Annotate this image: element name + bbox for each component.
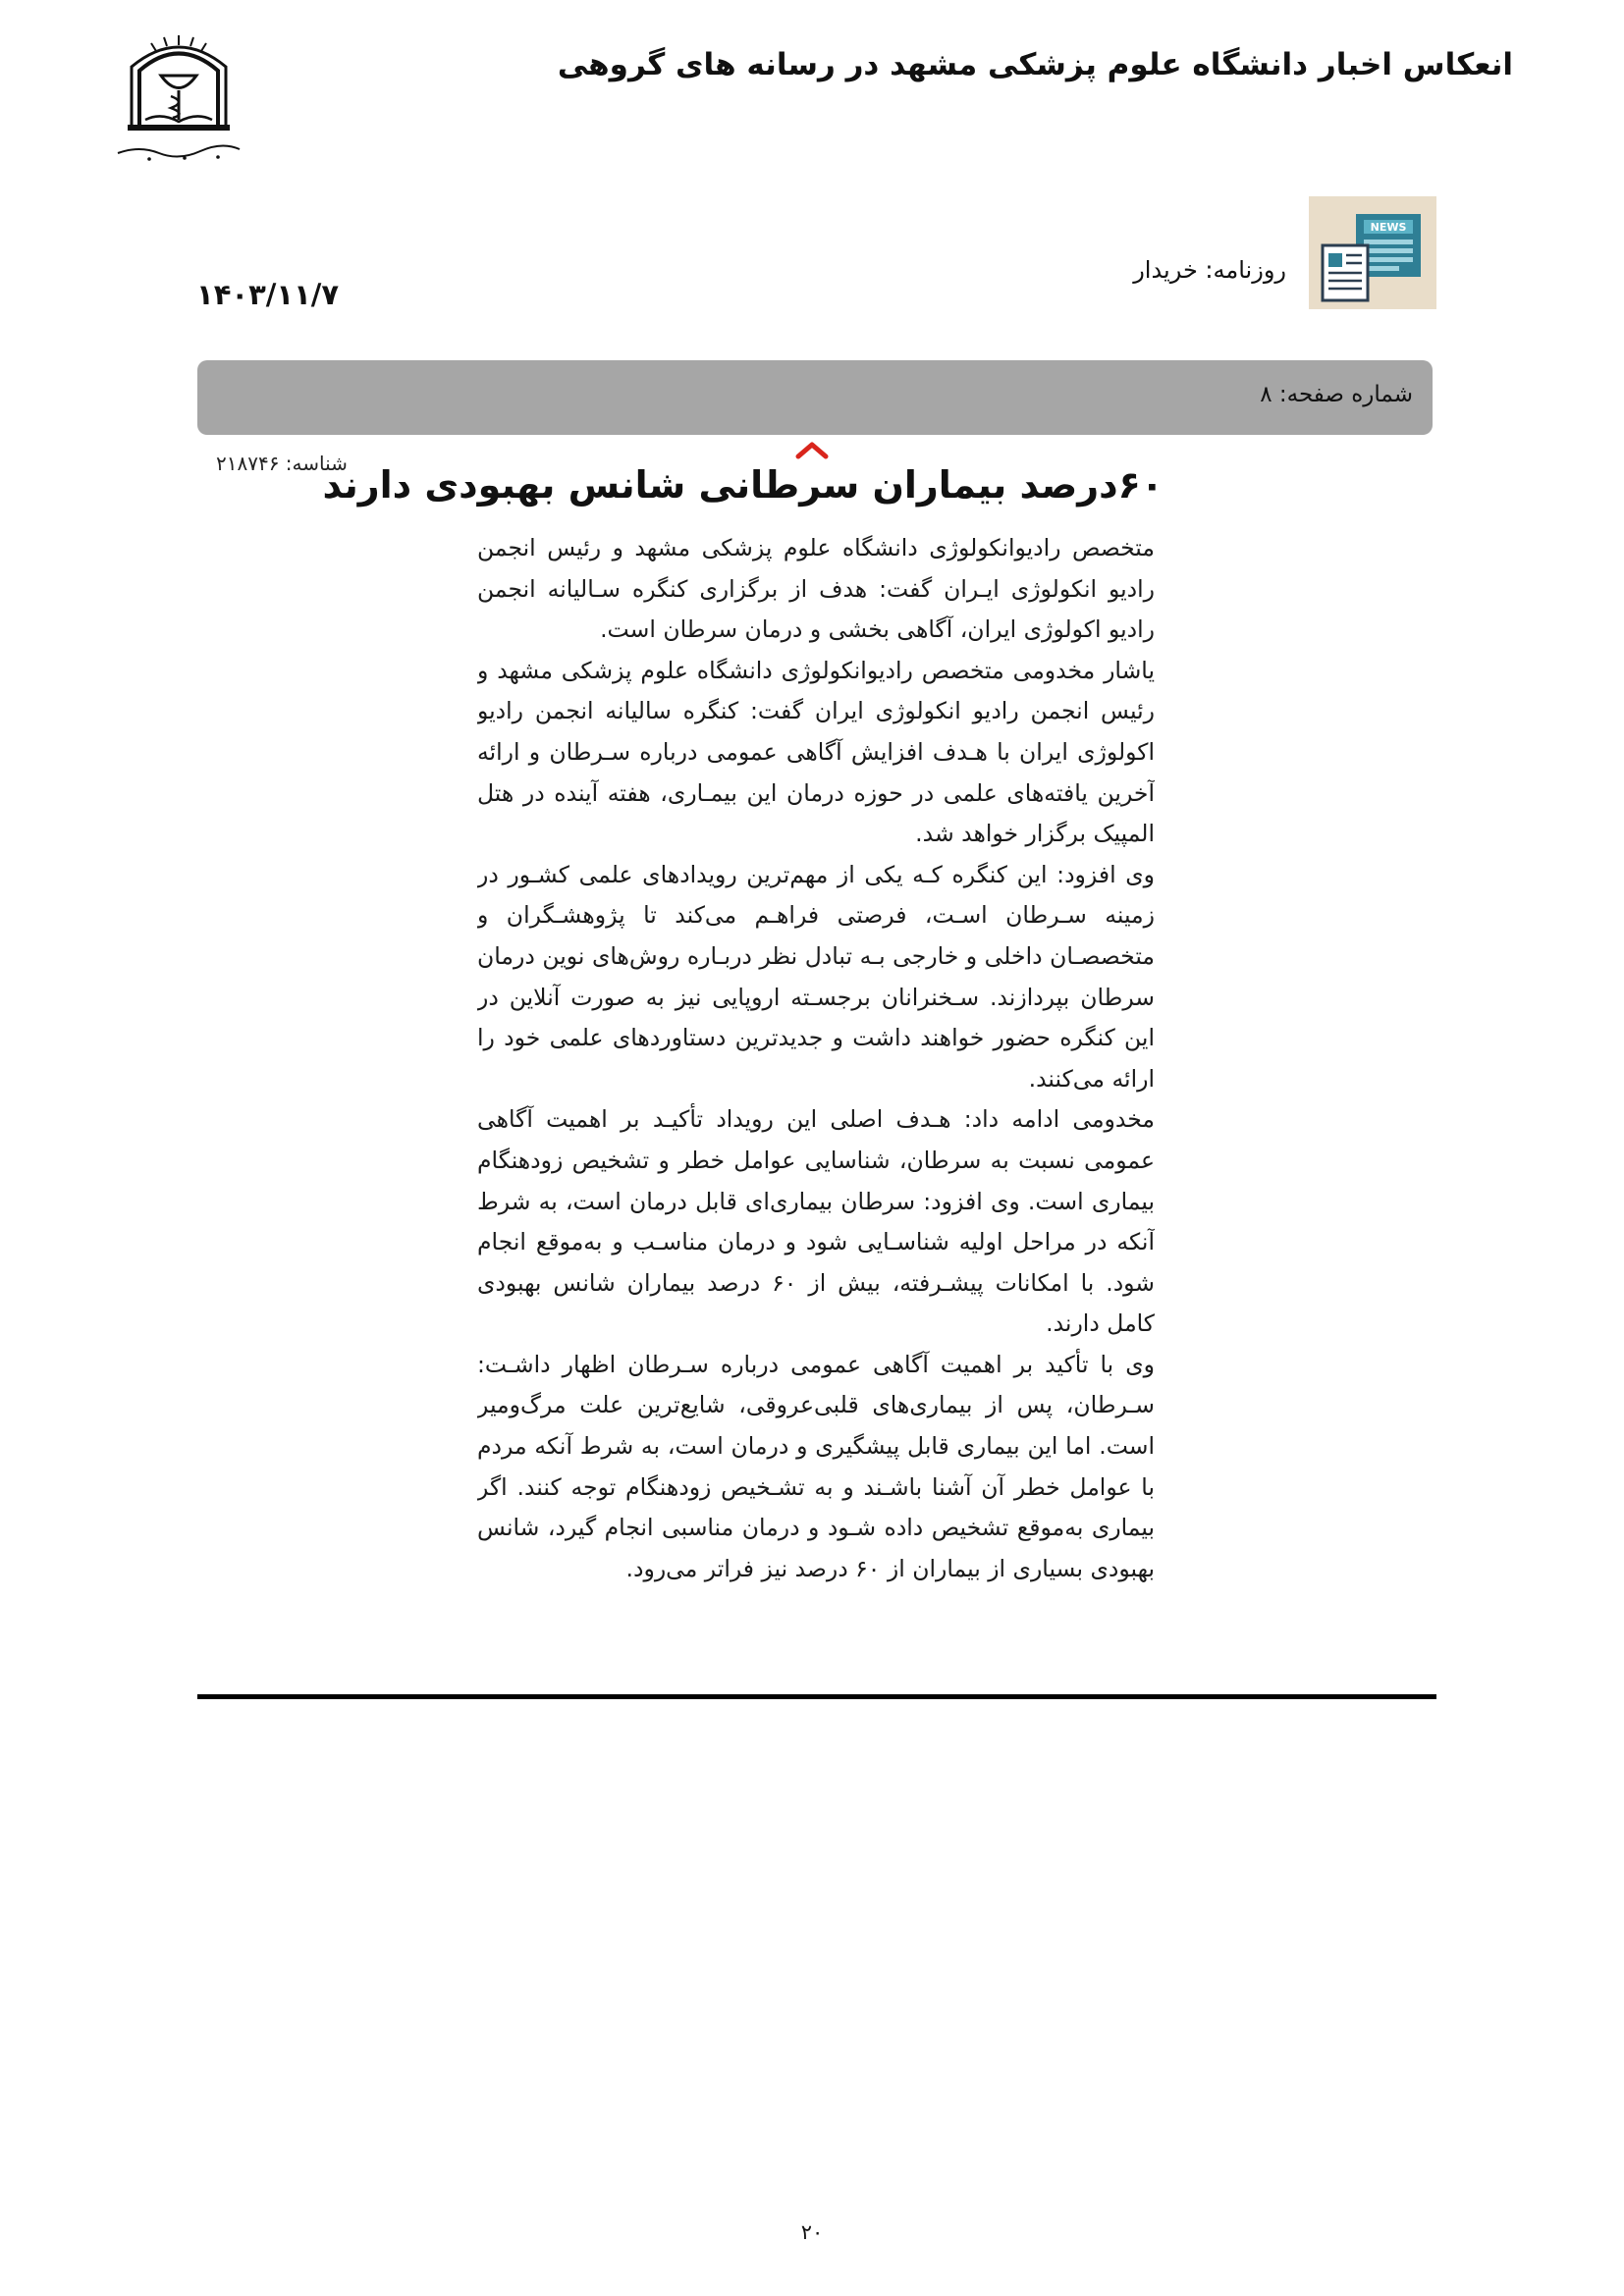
document-id: شناسه: ۲۱۸۷۴۶ (216, 452, 348, 475)
bottom-divider (197, 1694, 1436, 1699)
article-paragraph: یاشار مخدومی متخصص رادیوانکولوژی دانشگاه علوم پزشکی مشهد و رئیس انجمن رادیو انکولوژی ایران گفت: کنگره سالیانه انجمن رادیو اکولوژی ایران با هـدف افزایش آگاهی عمومی درباره سـرطان و ارائه آخرین یافته‌های علمی در حوزه درمان این بیمـاری، هفته آینده در هتل المپیک برگزار خواهد شد. (477, 656, 1155, 848)
article-title: ۶۰درصد بیماران سرطانی شانس بهبودی دارند (322, 463, 1164, 507)
article-paragraph: متخصص رادیوانکولوژی دانشگاه علوم پزشکی مشهد و رئیس انجمن رادیو انکولوژی ایـران گفت: هدف از برگزاری کنگره سـالیانه انجمن رادیو اکولوژی ایران، آگاهی بخشی و درمان سرطان است. (477, 534, 1155, 644)
article-paragraph: مخدومی ادامه داد: هـدف اصلی این رویداد تأکیـد بر اهمیت آگاهی عمومی نسبت به سرطان، شناسایی عوامل خطر و تشخیص زودهنگام بیماری است. وی افزود: سرطان بیماری‌ای قابل درمان است، به شرط آنکه در مراحل اولیه شناسـایی شود و درمان مناسـب و به‌موقع انجام شود. با امکانات پیشـرفته، بیش از ۶۰ درصد بیماران شانس بهبودی کامل دارند. (477, 1105, 1155, 1338)
page-number: ۲۰ (800, 2220, 824, 2244)
publication-date: ۱۴۰۳/۱۱/۷ (196, 278, 340, 311)
page-number-bar (197, 360, 1433, 435)
newspaper-icon (1309, 196, 1436, 309)
newspaper-source: روزنامه: خریدار (1133, 256, 1286, 284)
caret-up-icon (795, 440, 829, 459)
news-icon-text: NEWS (1370, 221, 1407, 234)
page-number-label: شماره صفحه: ۸ (1260, 382, 1413, 407)
article-paragraph: وی افزود: این کنگره کـه یکی از مهم‌ترین رویدادهای علمی کشـور در زمینه سـرطان اسـت، فرصتی فراهـم می‌کند تا پژوهشـگران و متخصصـان داخلی و خارجی بـه تبادل نظر دربـاره روش‌های نوین درمان سرطان بپردازند. سـخنرانان برجسـته اروپایی نیز به صورت آنلاین در این کنگره حضور خواهند داشت و جدیدترین دستاوردهای علمی خود را ارائه می‌کنند. (477, 860, 1155, 1093)
article-paragraph: وی با تأکید بر اهمیت آگاهی عمومی درباره سـرطان اظهار داشـت: سـرطان، پس از بیماری‌های قلبی‌عروقی، شایع‌ترین علت مرگ‌ومیر است. اما این بیماری قابل پیشگیری و درمان است، به شرط آنکه مردم با عوامل خطر آن آشنا باشـند و به تشـخیص زودهنگام توجه کنند. اگر بیماری به‌موقع تشخیص داده شـود و درمان مناسبی انجام گیرد، شانس بهبودی بسیاری از بیماران از ۶۰ درصد نیز فراتر می‌رود. (477, 1350, 1155, 1582)
report-title: انعکاس اخبار دانشگاه علوم پزشکی مشهد در رسانه های گروهی (557, 47, 1513, 82)
university-logo (110, 31, 247, 169)
article-body (477, 528, 1155, 1632)
